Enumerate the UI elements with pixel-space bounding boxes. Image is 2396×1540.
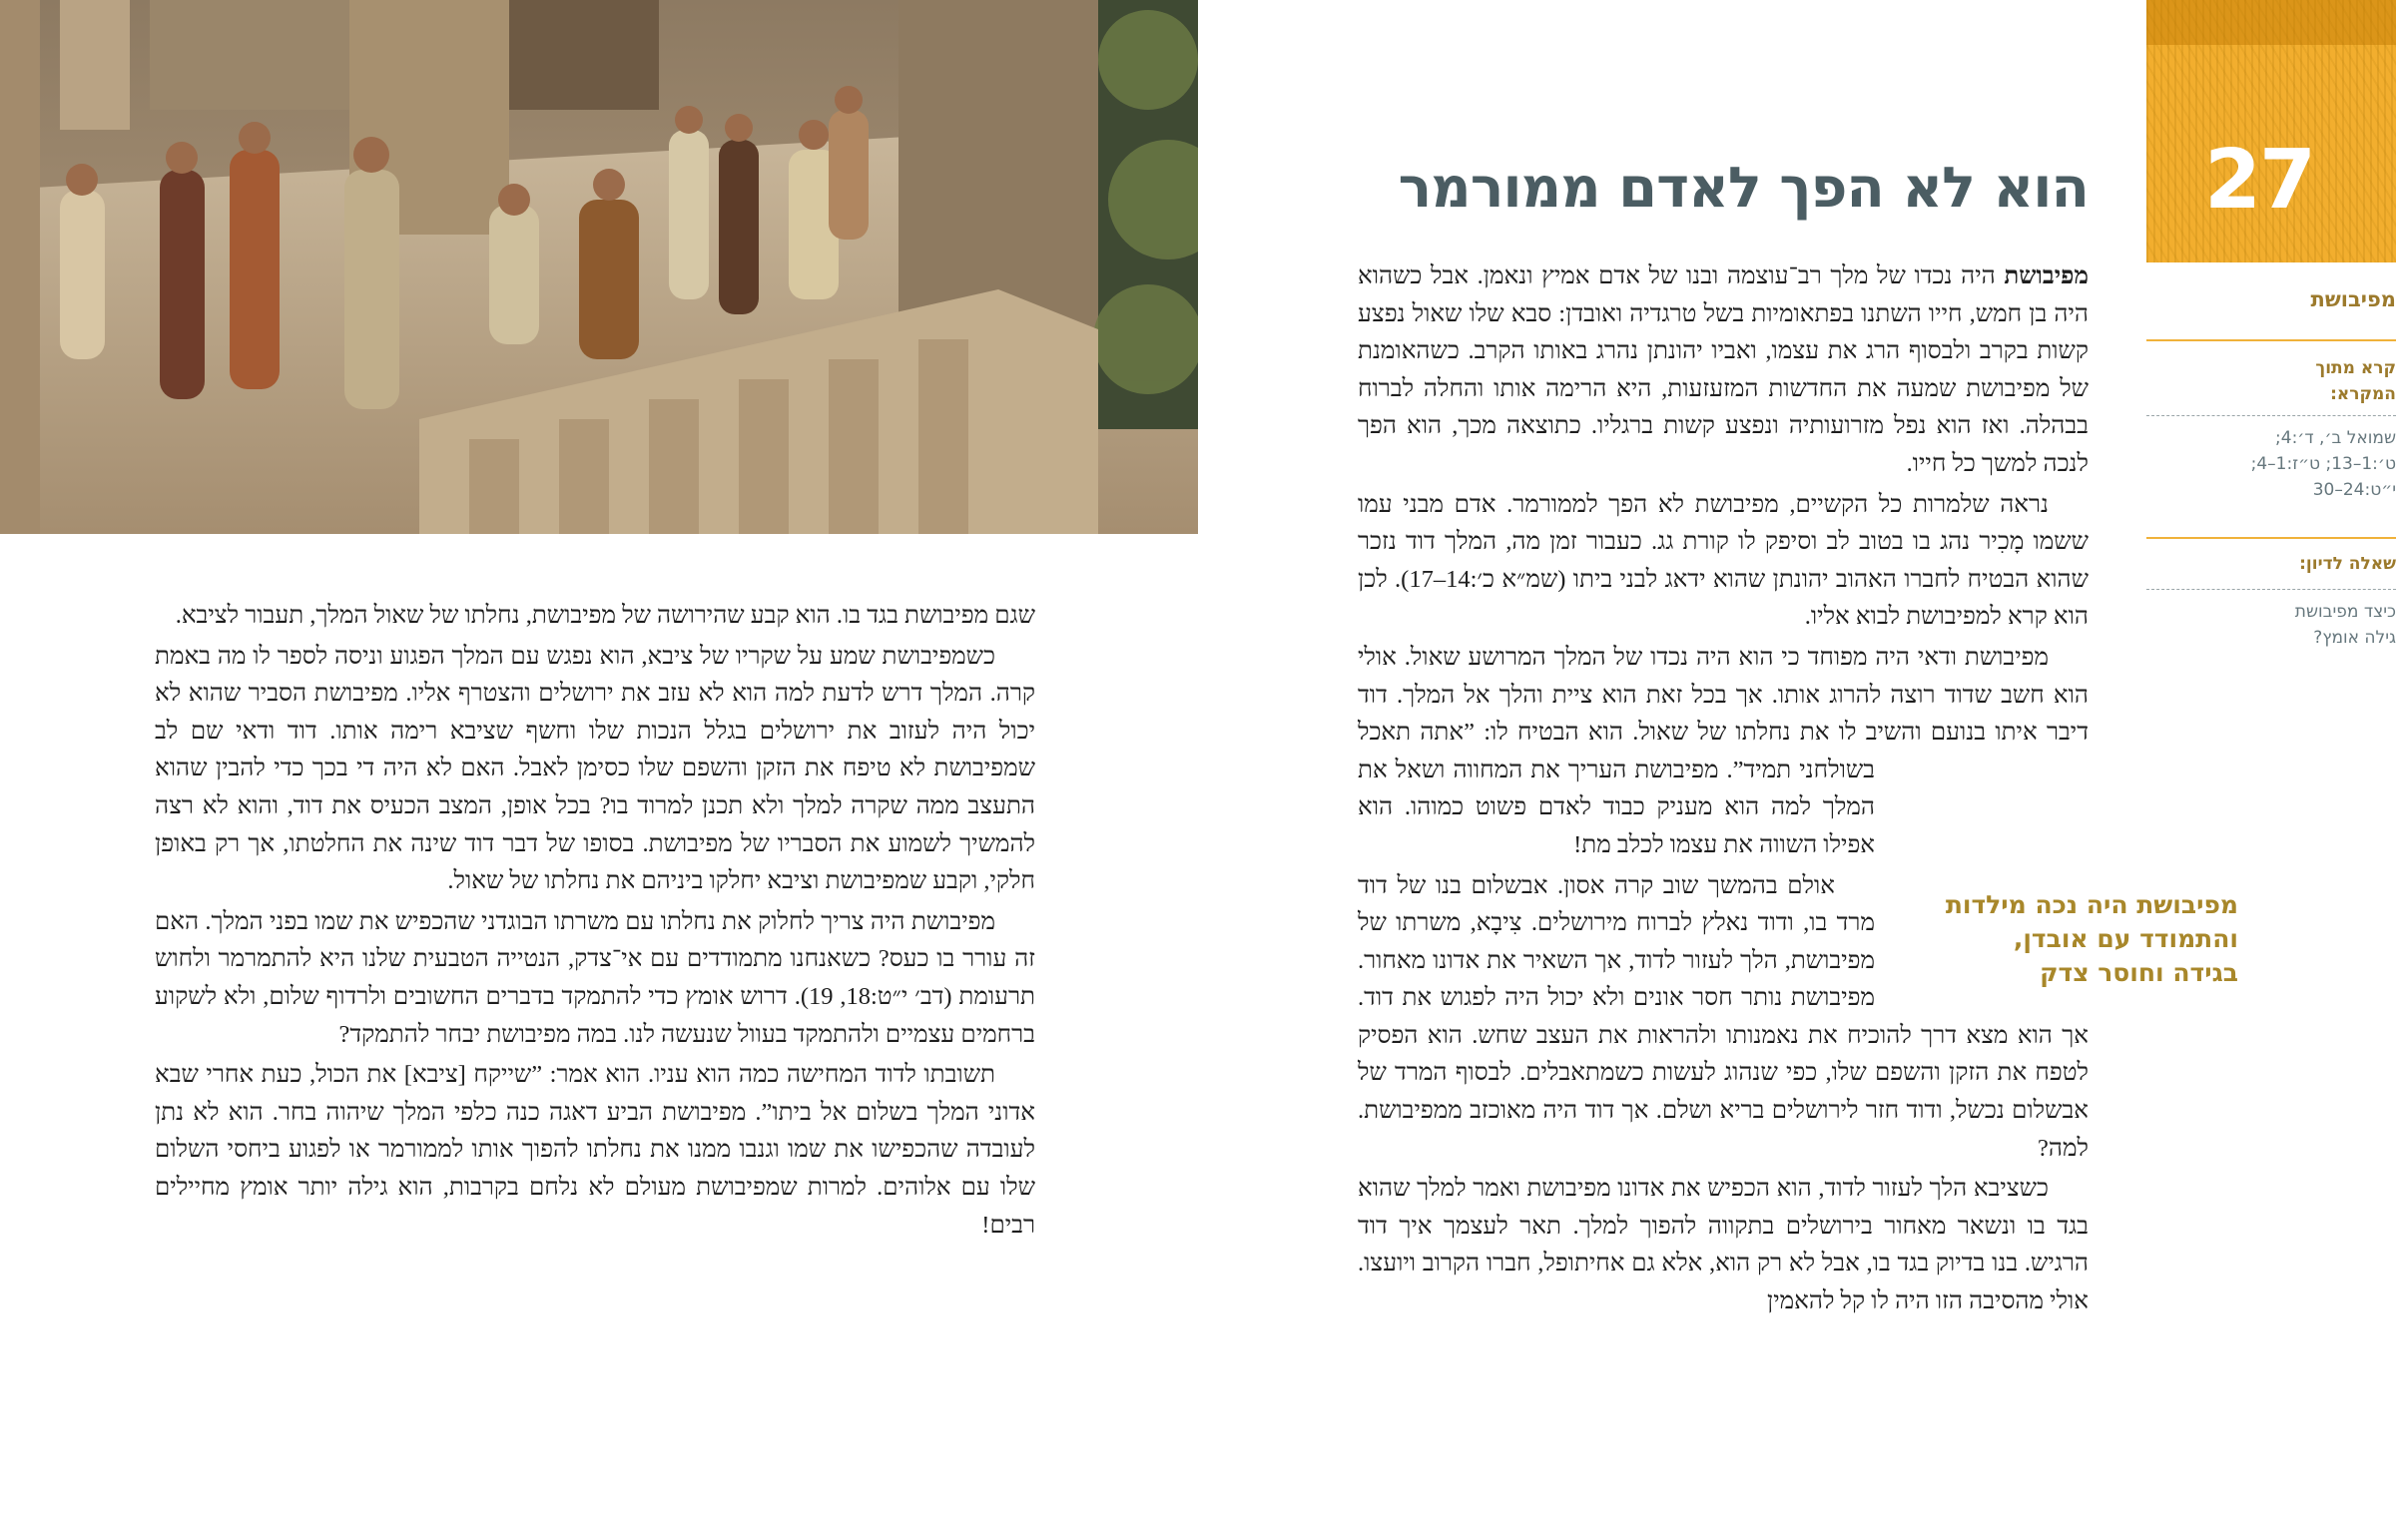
- illustration-king-david-court: [0, 0, 1198, 534]
- question-line: כיצד מפיבושת: [2294, 602, 2396, 622]
- divider: [2146, 589, 2396, 590]
- sidebar-read-label: [2146, 355, 2396, 407]
- paragraph: אולם בהמשך שוב קרה אסון. אבשלום בנו של דוד מרד בו, ודוד נאלץ לברוח מירושלים. צִיבָא, משרתו של מפיבושת, הלך לעזור לדוד, אך השאיר את אדונו מאחור. מפיבושת נותר חסר אונים ולא יכול היה לפגוש את דוד. אך הוא מצא דרך להוכיח את נאמנותו ולהראות את העצב שחש. הוא הפסיק לטפח את הזקן והשפם שלו, כפי שנהוג לעשות כשמתאבלים. לבסוף המרד של אבשלום נכשל, ודוד חזר לירושלים בריא ושלם. אך דוד היה מאוכזב ממפיבושת. למה?: [1358, 871, 2089, 1162]
- paragraph: תשובתו לדוד המחישה כמה הוא עניו. הוא אמר: ”שייקח [ציבא] את הכול, כעת אחרי שבא אדוני המלך בשלום אל ביתו”. מפיבושת הביע דאגה כנה כלפי המלך שיהוה בחר. הוא לא נתן לעובדה שהכפישו את שמו וגנבו ממנו את נחלתו להפוך אותו לממורמר או לפגוע ביחסי השלום שלו עם אלוהים. למרות שמפיבושת מעולם לא נלחם בקרבות, הוא גילה יותר אומץ מחיילים רבים!: [155, 1061, 1035, 1239]
- scripture-reference: שמואל ב׳, ד׳:4;: [2275, 428, 2396, 448]
- article-column-left: [155, 597, 1035, 1247]
- paragraph: מפיבושת ודאי היה מפוחד כי הוא היה נכדו של המלך המרושע שאול. אולי הוא חשב שדוד רוצה להרוג אותו. אך בכל זאת הוא ציית והלך אל המלך. דוד דיבר איתו בנועם והשיב לו את נחלתו של שאול. הוא הבטיח לו: ”אתה תאכל בשולחני תמיד”. מפיבושת העריך את המחווה ושאל את המלך למה הוא מעניק כבוד לאדם פשוט כמוהו. הוא אפילו השווה את עצמו לכלב מת!: [1358, 643, 2089, 858]
- read-label-line: קרא מתוך: [2315, 358, 2396, 378]
- question-label: שאלה לדיון:: [2299, 554, 2396, 574]
- pull-quote-line: בגידה וחוסר צדק: [2040, 958, 2238, 987]
- divider: [2146, 415, 2396, 416]
- pull-quote-line: מפיבושת היה נכה מילדות: [1945, 890, 2238, 919]
- read-label-line: המקרא:: [2330, 384, 2396, 404]
- sidebar-character-name: מפיבושת: [2310, 287, 2396, 311]
- sidebar-question: [2146, 599, 2396, 651]
- article-column-right: [1358, 257, 2089, 1323]
- sidebar-references: [2146, 425, 2396, 503]
- paragraph: כשציבא הלך לעזור לדוד, הוא הכפיש את אדונו מפיבושת ואמר למלך שהוא בגד בו ונשאר מאחור בירושלים בתקווה להפוך למלך. תאר לעצמך איך דוד הרגיש. בנו בדיוק בגד בו, אבל לא רק הוא, אלא גם אחיתופל, חברו הקרוב ויועצו. אולי מהסיבה הזו היה לו קל להאמין: [1358, 1175, 2089, 1315]
- divider: [2146, 537, 2396, 539]
- sidebar-question-label: [2146, 551, 2396, 577]
- chapter-title: הוא לא הפך לאדם ממורמר: [1398, 156, 2089, 221]
- pull-quote-wrap-area: [1875, 778, 2089, 1000]
- paragraph-text: היה נכדו של מלך רב־עוצמה ובנו של אדם אמיץ ונאמן. אבל כשהוא היה בן חמש, חייו השתנו בפתאומיות בשל טרגדיה ואובדן: סבא שלו שאול נפצע קשות בקרב ולבסוף הרג את עצמו, ואביו יהונתן נהרג באותו הקרב. כשהאומנת של מפיבושת שמעה את החדשות המזעזעות, היא הרימה אותו והחלה לברוח בבהלה. ואז הוא נפל מזרועותיה ונפצע קשות ברגליו. כתוצאה מכך, הוא הפך לנכה למשך כל חייו.: [1358, 262, 2089, 477]
- lead-word: מפיבושת: [2004, 262, 2089, 289]
- paragraph: נראה שלמרות כל הקשיים, מפיבושת לא הפך לממורמר. אדם מבני עמו ששמו מָכִיר נהג בו בטוב לב וסיפק לו קורת גג. כעבור זמן מה, המלך דוד נזכר שהוא הבטיח לחברו האהוב יהונתן שהוא ידאג לבני ביתו (שמ״א כ׳:14–17). לכן הוא קרא למפיבושת לבוא אליו.: [1358, 490, 2089, 631]
- scripture-reference: ט׳:1–13; ט״ז:1–4;: [2250, 454, 2396, 474]
- paragraph: שגם מפיבושת בגד בו. הוא קבע שהירושה של מפיבושת, נחלתו של שאול המלך, תעבור לציבא.: [175, 602, 1035, 629]
- pull-quote-line: והתמודד עם אובדן,: [2013, 924, 2238, 953]
- chapter-box-band: [2146, 0, 2396, 45]
- question-line: גילה אומץ?: [2313, 628, 2396, 648]
- paragraph: כשמפיבושת שמע על שקריו של ציבא, הוא נפגש עם המלך הפגוע וניסה לספר לו מה באמת קרה. המלך דרש לדעת למה הוא לא עזב את ירושלים והצטרף אליו. מפיבושת הסביר שהוא לא יכול היה לעזוב את ירושלים בגלל הנכות שלו וחשף שציבא רימה אותו. דוד ודאי שם לב שמפיבושת לא טיפח את הזקן והשפם שלו כסימן לאבל. האם לא היה די בכך כדי להבין שהוא התעצב ממה שקרה למלך ולא תכנן למרוד בו? בכל אופן, המצב הכעיס את דוד, והוא לא רצה להמשיך לשמוע את הסבריו של מפיבושת. בסופו של דבר דוד שינה את החלטתו, אך רק באופן חלקי, וקבע שמפיבושת וציבא יחלקו ביניהם את נחלתו של שאול.: [155, 642, 1035, 895]
- chapter-number-box: [2146, 0, 2396, 262]
- paragraph: [1358, 257, 2089, 483]
- chapter-number: 27: [2204, 133, 2315, 228]
- scripture-reference: י״ט:24–30: [2312, 480, 2396, 500]
- divider: [2146, 339, 2396, 341]
- paragraph: מפיבושת היה צריך לחלוק את נחלתו עם משרתו הבוגדני שהכפיש את שמו בפני המלך. האם זה עורר בו כעס? כשאנחנו מתמודדים עם אי־צדק, הנטייה הטבעית שלנו היא להתמרמר ולחוש תרעומת (דב׳ י״ט:18, 19). דרוש אומץ כדי להתמקד בדברים החשובים ולרדוף שלום, ולא לשקוע ברחמים עצמיים ולהתמקד בעוול שנעשה לנו. במה מפיבושת יבחר להתמקד?: [155, 907, 1035, 1048]
